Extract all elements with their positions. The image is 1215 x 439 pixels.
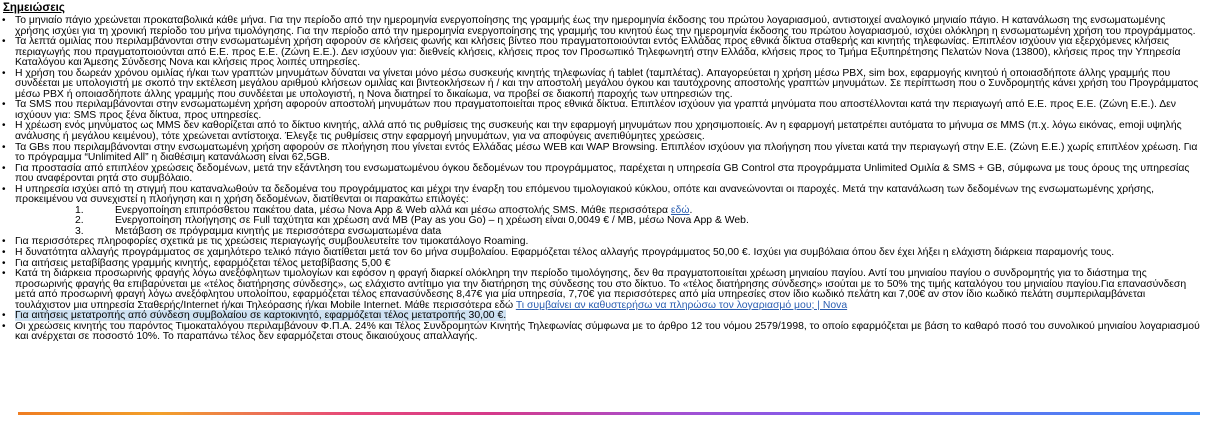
options-list bbox=[15, 206, 1200, 238]
note-item bbox=[0, 100, 1200, 121]
note-item bbox=[0, 121, 1200, 142]
note-text: Το μηνιαίο πάγιο χρεώνεται προκαταβολικά κάθε μήνα. Για την περίοδο από την ημερομηνία ενεργοποίησης της γραμμής έως την ημερομηνία έκδοσης του πρώτου λογαριασμού, αντιστοιχεί αναλογικό μηνιαίο πάγιο. Η κατανάλωση της ενσωματωμένης χρήσης ισχύει για τη χρονική περίοδο του μήνα τιμολόγησης. Για την περίοδο από την ημερομηνία ενεργοποίησης της γραμμής του κινητού έως την ημερομηνία έκδοσης του πρώτου λογαριασμού, ισχύει ολόκληρη η ενσωματωμένη χρήση του προγράμματος. bbox=[15, 15, 1196, 37]
note-text: Για αιτήσεις μετατροπής από σύνδεση συμβολαίου σε καρτοκινητό, εφαρμόζεται τέλος μετατροπής 30,00 €. bbox=[15, 310, 507, 322]
note-text: Για προστασία από επιπλέον χρεώσεις δεδομένων, μετά την εξάντληση του ενσωματωμένου όγκου δεδομένων του προγράμματος, παρέχεται η υπηρεσία GB Control στα προγράμματα Unlimited Ομιλία & SMS + GB, σύμφωνα με τους όρους της υπηρεσίας που αναφέρονται ρητά στο συμβόλαιο. bbox=[15, 162, 1190, 185]
note-item bbox=[0, 185, 1200, 238]
option-number: 1. bbox=[75, 204, 84, 216]
note-text: Η χρήση του δωρεάν χρόνου ομιλίας ή/και των γραπτών μηνυμάτων δύναται να γίνεται μόνο μέσω συσκευής κινητής τηλεφωνίας ή tablet (ταμπλέτας). Απαγορεύεται η χρήση μέσω PBX, sim box, εφαρμογής κινητού ή οποιασδήποτε άλλης γραμμής που συνδέεται με υπολογιστή με σκοπό την εκτέλεση μεγάλου αριθμού κλήσεων ομιλίας και βιντεοκλήσεων ή / και την αποστολή μεγάλου όγκου και ταυτόχρονης αποστολής γραπτών μηνυμάτων. Σε περίπτωση που ο Συνδρομητής κάνει χρήση του Προγράμματος μέσω PBX ή οποιασδήποτε άλλης γραμμής που συνδέεται με υπολογιστή, η Nova διατηρεί το δικαίωμα, να προβεί σε διακοπή παροχής των υπηρεσιών της. bbox=[15, 67, 1199, 100]
option-text: Ενεργοποίηση επιπρόσθετου πακέτου data, μέσω Nova App & Web αλλά και μέσω αποστολής SMS. Μάθε περισσότερα bbox=[115, 204, 671, 216]
note-text: Για αιτήσεις μεταβίβασης γραμμής κινητής, εφαρμόζεται τέλος μεταβίβασης 5,00 € bbox=[15, 257, 391, 269]
bullet-icon: • bbox=[2, 99, 6, 111]
note-text: Οι χρεώσεις κινητής του παρόντος Τιμοκαταλόγου περιλαμβάνουν Φ.Π.Α. 24% και Τέλος Συνδρομητών Κινητής Τηλεφωνίας σύμφωνα με το άρθρο 12 του νόμου 2579/1998, το οποίο εφαρμόζεται με βάση το καθαρό ποσό του συνολικού μηνιαίου λογαριασμού και ανέρχεται σε ποσοστό 10%. Το παραπάνω τέλος δεν εφαρμόζεται στους δικαιούχους απαλλαγής. bbox=[15, 320, 1200, 343]
bullet-icon: • bbox=[2, 257, 6, 269]
bullet-icon: • bbox=[2, 141, 6, 153]
bullet-icon: • bbox=[2, 162, 6, 174]
gradient-divider bbox=[18, 412, 1200, 415]
option-number: 3. bbox=[75, 225, 84, 237]
notes-heading: Σημειώσεις bbox=[3, 2, 65, 14]
bullet-icon: • bbox=[2, 183, 6, 195]
note-text: Η δυνατότητα αλλαγής προγράμματος σε χαμηλότερο τελικό πάγιο διατίθεται μετά τον 6ο μήνα συμβολαίου. Εφαρμόζεται τέλος αλλαγής προγράμματος 50,00 €. Ισχύει για συμβόλαια όπου δεν έχει λήξει η ελάχιστη διάρκεια παραμονής τους. bbox=[15, 247, 1115, 259]
notes-document bbox=[0, 2, 1200, 343]
bullet-icon: • bbox=[2, 15, 6, 26]
option-text: Μετάβαση σε πρόγραμμα κινητής με περισσότερα ενσωματωμένα data bbox=[115, 225, 442, 237]
more-info-link[interactable]: εδώ bbox=[670, 204, 690, 216]
note-item bbox=[0, 164, 1200, 185]
note-item bbox=[0, 69, 1200, 101]
note-link[interactable]: Τι συμβαίνει αν καθυστερήσω να πληρώσω τον λογαριασμό μου; | Nova bbox=[515, 299, 848, 311]
option-number: 2. bbox=[75, 215, 84, 227]
bullet-icon: • bbox=[2, 120, 6, 132]
bullet-icon: • bbox=[2, 36, 6, 48]
option-text: Ενεργοποίηση πλοήγησης σε Full ταχύτητα και χρέωση ανά MB (Pay as you Go) – η χρέωση είναι 0,0049 € / MB, μέσω Nova App & Web. bbox=[115, 215, 749, 227]
note-text: Η υπηρεσία ισχύει από τη στιγμή που καταναλωθούν τα δεδομένα του προγράμματος και μέχρι την έναρξη του επόμενου τιμολογιακού κύκλου, οπότε και ανανεώνονται οι παροχές. Μετά την κατανάλωση των δεδομένων της ενσωματωμένης χρήσης, προκειμένου να συνεχιστεί η πλοήγηση και η χρήση δεδομένων, διατίθενται οι παρακάτω επιλογές: bbox=[15, 183, 1154, 206]
note-text: Η χρέωση ενός μηνύματος ως MMS δεν καθορίζεται από το δίκτυο κινητής, αλλά από τις ρυθμίσεις της συσκευής και την εφαρμογή μηνυμάτων που χρησιμοποιείς. Αν η εφαρμογή μετατρέπει αυτόματα το μήνυμα σε MMS (π.χ. λόγω εικόνας, emoji υψηλής ανάλυσης ή μεγάλου κειμένου), τότε χρεώνεται αντίστοιχα. Έλεγξε τις ρυθμίσεις στην εφαρμογή μηνυμάτων, για να αποφύγεις ανεπιθύμητες χρεώσεις. bbox=[15, 120, 1182, 143]
option-text-end: . bbox=[689, 204, 693, 216]
note-item bbox=[0, 37, 1200, 69]
note-text: Τα λεπτά ομιλίας που περιλαμβάνονται στην ενσωματωμένη χρήση αφορούν σε κλήσεις φωνής και κλήσεις βίντεο που πραγματοποιούνται εντός Ελλάδας προς εθνικά δίκτυα σταθερής και κινητής τηλεφωνίας. Επιπλέον ισχύουν για εξερχόμενες κλήσεις περιαγωγής που πραγματοποιούνται από Ε.Ε. προς Ε.Ε. (Ζώνη Ε.Ε.). Δεν ισχύουν για: διεθνείς κλήσεις, κλήσεις προς τον Προσωπικό Τηλεφωνητή στην Ελλάδα, κλήσεις προς το Τμήμα Εξυπηρέτησης Πελατών Nova (13800), κλήσεις προς την Υπηρεσία Καταλόγου και Άμεσης Σύνδεσης Nova και κλήσεις προς λοιπές υπηρεσίες. bbox=[15, 36, 1181, 69]
note-text: Για περισσότερες πληροφορίες σχετικά με τις χρεώσεις περιαγωγής συμβουλευτείτε τον τιμοκατάλογο Roaming. bbox=[15, 236, 529, 248]
bullet-icon: • bbox=[2, 67, 6, 79]
bullet-icon: • bbox=[2, 310, 6, 322]
note-item bbox=[0, 143, 1200, 164]
note-item bbox=[0, 16, 1200, 37]
bullet-icon: • bbox=[2, 247, 6, 259]
bullet-icon: • bbox=[2, 320, 6, 332]
note-text: Κατά τη διάρκεια προσωρινής φραγής λόγω ανεξόφλητων τιμολογίων και εφόσον η φραγή διαρκεί ολόκληρη την περίοδο τιμολόγησης, δεν θα πραγματοποιείται χρέωση μηνιαίου παγίου. Αντί του μηνιαίου παγίου ο συνδρομητής για το διάστημα της προσωρινής φραγής θα επιβαρύνεται με «τέλος διατήρησης σύνδεσης», ως ελάχιστο αντίτιμο για την διατήρηση της σύνδεσης του στο δίκτυο. Το «τέλος διατήρησης σύνδεσης» ισούται με το 50% της τιμής καταλόγου του μηνιαίου παγίου.Για επανασύνδεση μετά από προσωρινή φραγή λόγω ανεξόφλητου υπολοίπου, εφαρμόζεται τέλος επανασύνδεσης 8,47€ για μία υπηρεσία, 7,70€ για περισσότερες από μία υπηρεσίες στον ίδιο κωδικό πελάτη και 7,00€ αν στον ίδιο κωδικό πελάτη συμπεριλαμβάνεται τουλάχιστον μια υπηρεσία Σταθερής/Internet ή/και Τηλεόρασης ή/και Mobile Internet. Μάθε περισσότερα εδώ bbox=[15, 268, 1187, 311]
bullet-icon: • bbox=[2, 236, 6, 248]
note-text: Τα GBs που περιλαμβάνονται στην ενσωματωμένη χρήση αφορούν σε πλοήγηση που γίνεται εντός Ελλάδας μέσω WEB και WAP Browsing. Επιπλέον ισχύουν για πλοήγηση που γίνεται κατά την περιαγωγή στην Ε.Ε. (Ζώνη Ε.Ε.) χωρίς επιπλέον χρέωση. Για το πρόγραμμα “Unlimited All” η διαθέσιμη κατανάλωση είναι 62,5GB. bbox=[15, 141, 1198, 164]
notes-list bbox=[0, 16, 1200, 343]
note-item bbox=[0, 322, 1200, 343]
note-item bbox=[0, 269, 1200, 311]
note-text: Τα SMS που περιλαμβάνονται στην ενσωματωμένη χρήση αφορούν αποστολή μηνυμάτων που πραγματοποιείται προς εθνικά δίκτυα. Επιπλέον ισχύουν για γραπτά μηνύματα που αποστέλλονται κατά την περιαγωγή από Ε.Ε. προς Ε.Ε. (Ζώνη Ε.Ε.). Δεν ισχύουν για: SMS προς ξένα δίκτυα, προς υπηρεσίες. bbox=[15, 99, 1176, 121]
bullet-icon: • bbox=[2, 268, 6, 280]
